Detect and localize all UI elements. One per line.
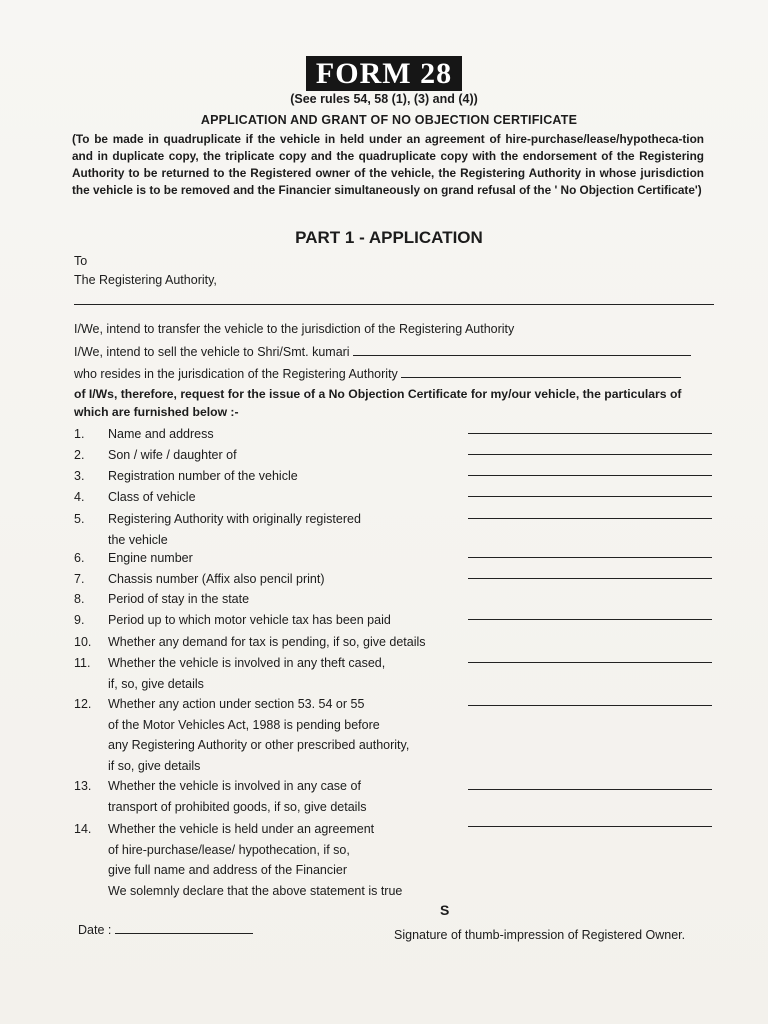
item-label: Registering Authority with originally registered (108, 512, 361, 526)
residence-blank[interactable] (401, 367, 681, 378)
statement-request-cont: which are furnished below :- (74, 405, 239, 419)
signature-label: Signature of thumb-impression of Registered Owner. (394, 928, 686, 942)
item-answer-blank[interactable] (468, 789, 712, 790)
particular-item (74, 822, 714, 842)
item-label: Whether the vehicle is held under an agreement (108, 822, 375, 836)
item-label-continued: the vehicle (108, 532, 168, 547)
item-label: Son / wife / daughter of (108, 448, 237, 462)
item-number: 4. (74, 490, 85, 504)
particular-item (74, 469, 714, 489)
item-label-continued: of the Motor Vehicles Act, 1988 is pending before (108, 717, 380, 732)
item-label-continued: if, so, give details (108, 676, 204, 691)
buyer-name-blank[interactable] (353, 345, 691, 356)
item-label: Period up to which motor vehicle tax has been paid (108, 613, 391, 627)
item-label: Chassis number (Affix also pencil print) (108, 572, 325, 586)
statement-resides: who resides in the jurisdication of the Registering Authority (74, 367, 398, 381)
item-label: Whether the vehicle is involved in any case of (108, 779, 361, 793)
item-answer-blank[interactable] (468, 557, 712, 558)
item-label-continued: of hire-purchase/lease/ hypothecation, if so, (108, 842, 350, 857)
particular-item (74, 572, 714, 592)
item-label: Whether the vehicle is involved in any theft cased, (108, 656, 386, 670)
item-label: Registration number of the vehicle (108, 469, 298, 483)
particular-item (74, 779, 714, 799)
item-number: 7. (74, 572, 85, 586)
item-label: Engine number (108, 551, 193, 565)
statement-transfer: I/We, intend to transfer the vehicle to the jurisdiction of the Registering Authority (74, 322, 515, 336)
signature-mark: S (440, 902, 450, 918)
statement-resides-row (74, 367, 714, 381)
item-number: 11. (74, 656, 91, 670)
item-number: 12. (74, 697, 92, 711)
item-number: 13. (74, 779, 92, 793)
particular-item (74, 635, 714, 655)
item-answer-blank[interactable] (468, 475, 712, 476)
particular-item (74, 551, 714, 571)
particular-item (74, 613, 714, 633)
particular-item (74, 448, 714, 468)
particular-item (74, 512, 714, 532)
item-number: 14. (74, 822, 92, 836)
particular-item (74, 592, 714, 612)
item-label: Name and address (108, 427, 214, 441)
form-heading: APPLICATION AND GRANT OF NO OBJECTION CERTIFICATE (200, 113, 578, 127)
item-label: Period of stay in the state (108, 592, 250, 606)
item-number: 6. (74, 551, 85, 565)
statement-request: of I/Ws, therefore, request for the issue of a No Objection Certificate for my/our vehicle, the particulars of (74, 387, 682, 401)
item-answer-blank[interactable] (468, 433, 712, 434)
item-number: 9. (74, 613, 85, 627)
item-label-continued: We solemnly declare that the above statement is true (108, 883, 403, 898)
item-answer-blank[interactable] (468, 454, 712, 455)
particular-item (74, 656, 714, 676)
date-blank[interactable] (115, 923, 253, 934)
particular-item (74, 490, 714, 510)
date-row (78, 923, 253, 937)
item-answer-blank[interactable] (468, 496, 712, 497)
item-answer-blank[interactable] (468, 578, 712, 579)
item-number: 5. (74, 512, 85, 526)
statement-sell: I/We, intend to sell the vehicle to Shri/Smt. kumari (74, 345, 350, 359)
particular-item (74, 697, 714, 717)
statement-sell-row (74, 345, 714, 359)
item-label-continued: if so, give details (108, 758, 201, 773)
form-instructions: (To be made in quadruplicate if the vehicle in held under an agreement of hire-purchase/lease/hypotheca-tion and in duplicate copy, the triplicate copy and the quadruplicate copy with the endorsement of the Registering Authority to be returned to the Registered owner of the vehicle, the Registering Authority in whose jurisdiction the vehicle is to be removed and the Financier simultaneously on grand refusal of the ' No Objection Certificate') (72, 132, 704, 197)
item-label: Whether any action under section 53. 54 or 55 (108, 697, 365, 711)
item-number: 3. (74, 469, 85, 483)
date-label: Date : (78, 923, 112, 937)
address-authority: The Registering Authority, (74, 273, 217, 287)
item-number: 2. (74, 448, 85, 462)
item-number: 8. (74, 592, 85, 606)
item-answer-blank[interactable] (468, 826, 712, 827)
item-label-continued: transport of prohibited goods, if so, give details (108, 799, 367, 814)
item-label: Class of vehicle (108, 490, 196, 504)
item-answer-blank[interactable] (468, 619, 712, 620)
item-label-continued: any Registering Authority or other prescribed authority, (108, 738, 410, 752)
item-number: 10. (74, 635, 92, 649)
form-title: FORM 28 (306, 56, 462, 91)
authority-blank-line[interactable] (74, 304, 714, 305)
part-title: PART 1 - APPLICATION (295, 228, 483, 247)
item-number: 1. (74, 427, 85, 441)
item-label-continued: give full name and address of the Financier (108, 863, 348, 877)
particular-item (74, 427, 714, 447)
item-answer-blank[interactable] (468, 518, 712, 519)
address-to: To (74, 254, 88, 268)
title-block (0, 56, 768, 91)
item-label: Whether any demand for tax is pending, if so, give details (108, 635, 426, 649)
item-answer-blank[interactable] (468, 705, 712, 706)
item-answer-blank[interactable] (468, 662, 712, 663)
rules-reference: (See rules 54, 58 (1), (3) and (4)) (290, 92, 478, 106)
